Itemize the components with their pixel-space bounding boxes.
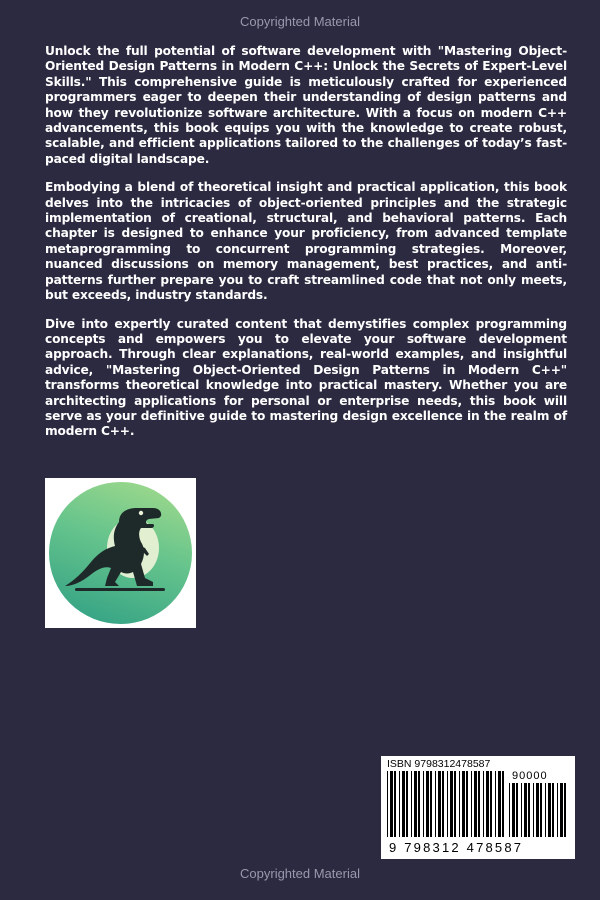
barcode-stripe — [486, 771, 489, 837]
back-cover-blurb — [45, 44, 567, 453]
barcode-stripe — [442, 771, 444, 837]
barcode-stripe — [474, 771, 477, 837]
isbn-barcode — [381, 756, 575, 859]
blurb-paragraph-2: Embodying a blend of theoretical insight and practical application, this book delves into the intricacies of object-oriented principles and the strategic implementation of creational, structural, and behavioral patterns. Each chapter is designed to enhance your proficiency, from advanced template metaprogramming to concurrent programming strategies. Moreover, nuanced discussions on memory management, best practices, and anti-patterns further prepare you to craft streamlined code that not only meets, but exceeds, industry standards. — [45, 180, 567, 303]
barcode-stripe — [411, 771, 412, 837]
barcode-addon-label: 90000 — [512, 770, 548, 782]
barcode-stripe — [536, 783, 539, 837]
barcode-bars — [387, 771, 505, 837]
barcode-stripe — [399, 771, 400, 837]
barcode-stripe — [548, 783, 551, 837]
barcode-stripe — [560, 783, 563, 837]
barcode-stripe — [394, 771, 396, 837]
barcode-stripe — [564, 783, 566, 837]
barcode-stripe — [459, 771, 460, 837]
barcode-stripe — [471, 771, 472, 837]
barcode-stripe — [430, 771, 432, 837]
barcode-stripe — [545, 783, 546, 837]
blurb-paragraph-1: Unlock the full potential of software development with "Mastering Object-Oriented Design Patterns in Modern C++: Unlock the Secrets of Expert-Level Skills." This comprehensive guide is meticulously crafted for experienced programmers eager to deepen their understanding of design patterns and how they revolutionize software architecture. With a focus on modern C++ advancements, this book equips you with the knowledge to create robust, scalable, and efficient applications tailored to the challenges of today’s fast-paced digital landscape. — [45, 44, 567, 166]
barcode-stripe — [462, 771, 465, 837]
barcode-stripe — [516, 783, 518, 837]
barcode-stripe — [521, 783, 522, 837]
barcode-stripe — [387, 771, 388, 837]
barcode-stripe — [423, 771, 424, 837]
barcode-stripe — [524, 783, 527, 837]
barcode-stripe — [557, 783, 558, 837]
barcode-stripe — [490, 771, 492, 837]
publisher-logo — [45, 478, 196, 628]
barcode-stripe — [426, 771, 429, 837]
barcode-stripe — [512, 783, 515, 837]
barcode-stripe — [450, 771, 453, 837]
logo-circle — [49, 482, 192, 624]
watermark-bottom: Copyrighted Material — [240, 866, 360, 881]
blurb-paragraph-3: Dive into expertly curated content that demystifies complex programming concepts and empowers you to elevate your software development approach. Through clear explanations, real-world examples, and insightful advice, "Mastering Object-Oriented Design Patterns in Modern C++" transforms theoretical knowledge into practical mastery. Whether you are architecting applications for personal or enterprise needs, this book will serve as your definitive guide to mastering design excellence in the realm of modern C++. — [45, 316, 567, 439]
barcode-stripe — [447, 771, 448, 837]
barcode-stripe — [509, 783, 510, 837]
barcode-stripe — [552, 783, 554, 837]
barcode-stripe — [414, 771, 417, 837]
barcode-stripe — [438, 771, 441, 837]
barcode-stripe — [418, 771, 420, 837]
barcode-stripe — [502, 771, 504, 837]
barcode-addon-bars — [509, 783, 567, 837]
barcode-stripe — [483, 771, 484, 837]
barcode-stripe — [495, 771, 496, 837]
barcode-stripe — [540, 783, 542, 837]
barcode-stripe — [390, 771, 393, 837]
barcode-stripe — [454, 771, 456, 837]
barcode-stripe — [533, 783, 534, 837]
barcode-stripe — [406, 771, 408, 837]
barcode-stripe — [528, 783, 530, 837]
watermark-top: Copyrighted Material — [240, 14, 360, 29]
barcode-digits: 9 798312 478587 — [389, 840, 524, 855]
barcode-stripe — [435, 771, 436, 837]
barcode-stripe — [478, 771, 480, 837]
barcode-stripe — [402, 771, 405, 837]
barcode-stripe — [498, 771, 501, 837]
dinosaur-icon — [49, 482, 192, 624]
barcode-stripe — [466, 771, 468, 837]
isbn-label: ISBN 9798312478587 — [387, 758, 491, 770]
